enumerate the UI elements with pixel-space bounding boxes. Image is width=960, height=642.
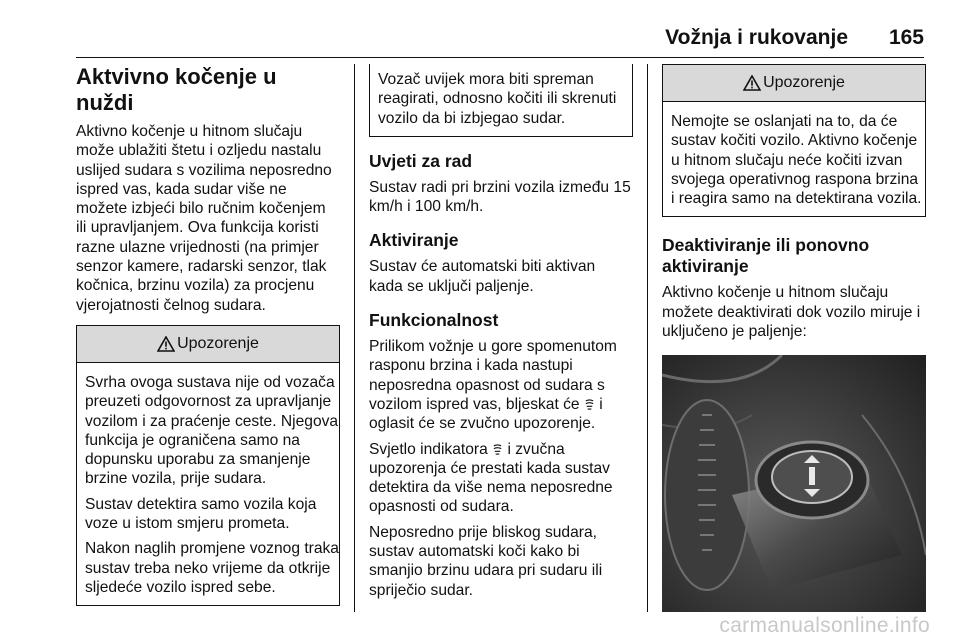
warning-header bbox=[77, 326, 339, 363]
function-text: i oglasit će se zvučno upozorenje. bbox=[369, 395, 603, 433]
watermark: carmanualsonline.info bbox=[719, 614, 930, 637]
warning-body bbox=[77, 363, 339, 605]
stalk-switch-photo bbox=[662, 355, 926, 612]
column-divider bbox=[354, 64, 355, 612]
heading-activation: Aktiviranje bbox=[369, 230, 459, 251]
warning-title: Upozorenje bbox=[763, 74, 845, 91]
column-divider bbox=[647, 64, 648, 612]
function-text: i zvučna upozorenja će prestati kada sustav detektira da više nema neposredne opasnosti od sudara. bbox=[369, 440, 613, 516]
intro-paragraph: Aktivno kočenje u hitnom slučaju može ublažiti štetu i ozljedu nastalu uslijed sudara s vozilima neposredno ispred vas, kada sudar više ne možete izbjeći bilo ručnim kočenjem ili upravljanjem. Ova funkcija koristi razne ulazne vrijednosti (na primjer senzor kamere, radarski senzor, tlak kočnica, brzinu vozila) za procjenu vjerojatnosti čelnog sudara. bbox=[76, 123, 332, 314]
note-text: Vozač uvijek mora biti spreman reagirati, odnosno kočiti ili skrenuti vozilo da bi izbjegao sudar. bbox=[378, 71, 617, 127]
header-rule bbox=[76, 57, 924, 58]
warning-title: Upozorenje bbox=[177, 334, 259, 352]
heading-conditions: Uvjeti za rad bbox=[369, 150, 473, 171]
function-text: Svjetlo indikatora bbox=[369, 440, 488, 458]
conditions-text: Sustav radi pri brzini vozila između 15 km/h i 100 km/h. bbox=[369, 178, 631, 216]
stalk-switch-illustration bbox=[662, 355, 926, 612]
function-paragraph: Neposredno prije bliskog sudara, sustav automatski koči kako bi smanjio brzinu udara pri sudaru ili spriječio sudar. bbox=[369, 523, 603, 599]
activation-text: Sustav će automatski biti aktivan kada se uključi paljenje. bbox=[369, 258, 596, 295]
collision-indicator-icon bbox=[584, 399, 595, 410]
warning-header bbox=[663, 65, 925, 102]
warning-paragraph: Sustav detektira samo vozila koja voze u istom smjeru prometa. bbox=[85, 495, 317, 533]
page-header bbox=[0, 0, 960, 56]
heading-deactivation: Deaktiviranje ili ponovno aktiviranje bbox=[662, 235, 870, 277]
warning-paragraph: Svrha ovoga sustava nije od vozača preuzeti odgovornost za upravljanje vozilom i za praćenje ceste. Njegova funkcija je ograničena samo na dopunsku uporabu za smanjenje brzine vozila, prije sudara. bbox=[85, 373, 339, 488]
column-3 bbox=[662, 64, 926, 612]
column-1 bbox=[76, 64, 340, 606]
section-title: Vožnja i rukovanje bbox=[665, 26, 848, 49]
page-number: 165 bbox=[888, 26, 924, 49]
warning-box bbox=[76, 325, 340, 606]
collision-indicator-icon bbox=[492, 444, 503, 455]
warning-triangle-icon bbox=[743, 75, 761, 91]
column-2 bbox=[369, 64, 633, 606]
warning-box bbox=[662, 64, 926, 217]
page-heading: Aktvivno kočenje u nuždi bbox=[76, 64, 277, 115]
warning-paragraph: Nemojte se oslanjati na to, da će sustav kočiti vozilo. Aktivno kočenje u hitnom slučaju neće kočiti izvan svojega operativnog raspona brzina i reagira samo na detektirana vozila. bbox=[671, 113, 922, 208]
function-text: Prilikom vožnje u gore spomenutom rasponu brzina i kada nastupi neposredna opasnost od sudara s vozilom ispred vas, bljeskat će bbox=[369, 338, 617, 413]
note-box bbox=[369, 64, 633, 137]
heading-function: Funkcionalnost bbox=[369, 310, 499, 331]
function-paragraph bbox=[369, 337, 633, 433]
function-paragraph bbox=[369, 440, 633, 517]
warning-triangle-icon bbox=[157, 336, 175, 352]
deactivation-text: Aktivno kočenje u hitnom slučaju možete deaktivirati dok vozilo miruje i uključeno je paljenje: bbox=[662, 284, 921, 341]
warning-body bbox=[663, 102, 925, 216]
warning-paragraph: Nakon naglih promjene voznog traka sustav treba neko vrijeme da otkrije sljedeće vozilo ispred sebe. bbox=[85, 540, 339, 596]
